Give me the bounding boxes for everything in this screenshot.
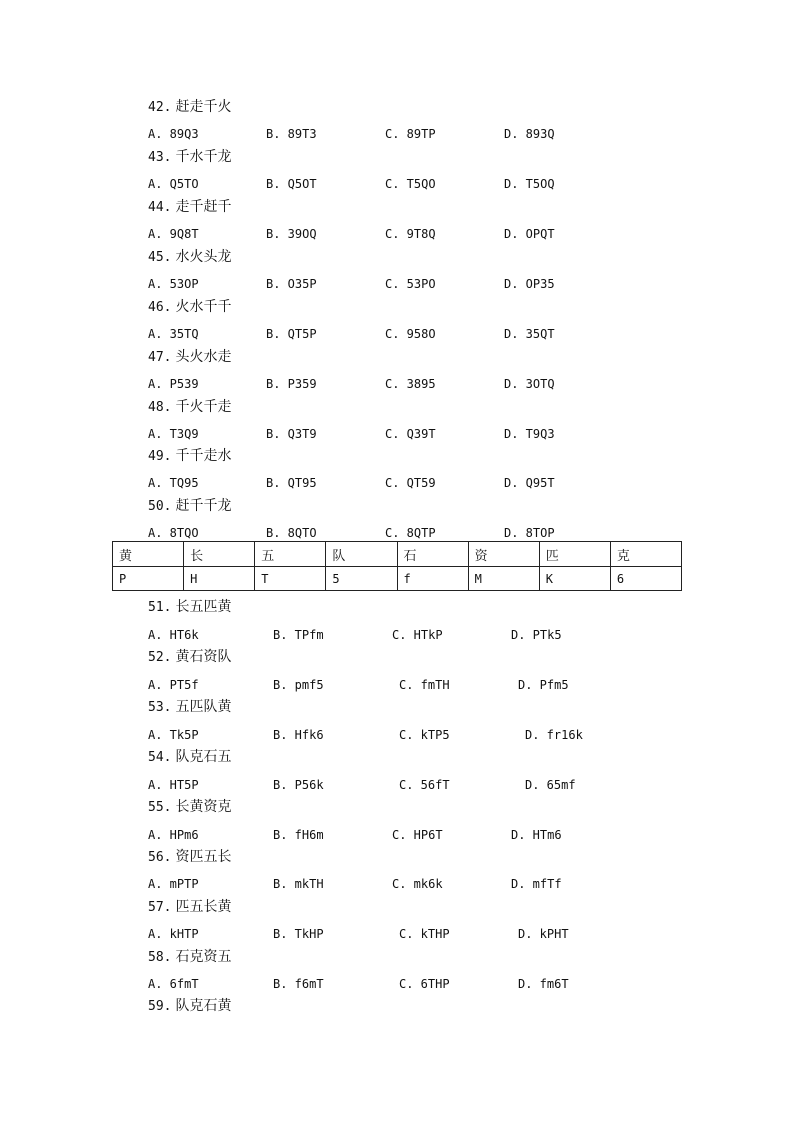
question-stem: 走千赶千 [175,199,232,215]
table-cell: 资 [468,542,539,567]
question-number: 54. [148,750,172,765]
option-a: A. 6fmT [148,977,199,991]
question-number: 55. [148,800,172,815]
option-c: C. kTHP [399,927,450,941]
option-a: A. PT5f [148,678,199,692]
option-d: D. 8TOP [504,526,555,540]
table-cell: H [184,567,255,591]
question-49 [148,448,231,465]
question-stem: 赶走千火 [175,99,232,115]
option-d: D. kPHT [518,927,569,941]
option-d: D. 65mf [525,778,576,792]
question-45 [148,249,231,266]
question-stem: 匹五长黄 [175,899,232,915]
option-d: D. OP35 [504,277,555,291]
question-stem: 千水千龙 [175,149,232,165]
option-a: A. Q5TO [148,177,199,191]
table-cell: 队 [326,542,397,567]
option-a: A. TQ95 [148,476,199,490]
option-a: A. 9Q8T [148,227,199,241]
question-stem: 资匹五长 [175,849,232,865]
question-number: 49. [148,449,172,464]
option-c: C. QT59 [385,476,436,490]
option-a: A. HT6k [148,628,199,642]
option-c: C. 3895 [385,377,436,391]
question-51 [148,599,231,616]
question-stem: 火水千千 [175,299,232,315]
question-number: 50. [148,499,172,514]
option-c: C. 9T8Q [385,227,436,241]
option-b: B. 39OQ [266,227,317,241]
question-56 [148,849,231,866]
question-42 [148,99,231,116]
question-52 [148,649,231,666]
question-stem: 黄石资队 [175,649,232,665]
option-c: C. Q39T [385,427,436,441]
table-cell: 匹 [539,542,610,567]
option-b: B. O35P [266,277,317,291]
question-43 [148,149,231,166]
table-cell: 长 [184,542,255,567]
question-stem: 五匹队黄 [175,699,232,715]
option-c: C. 6THP [399,977,450,991]
question-number: 52. [148,650,172,665]
option-a: A. HT5P [148,778,199,792]
option-b: B. 89T3 [266,127,317,141]
question-number: 43. [148,150,172,165]
option-d: D. OPQT [504,227,555,241]
option-c: C. 56fT [399,778,450,792]
table-cell: f [397,567,468,591]
option-b: B. Q5OT [266,177,317,191]
question-number: 56. [148,850,172,865]
option-b: B. QT5P [266,327,317,341]
table-cell: 5 [326,567,397,591]
question-number: 42. [148,100,172,115]
question-stem: 长黄资克 [175,799,232,815]
option-a: A. T3Q9 [148,427,199,441]
question-number: 59. [148,999,172,1014]
option-d: D. fm6T [518,977,569,991]
option-d: D. fr16k [525,728,583,742]
question-stem: 头火水走 [175,349,232,365]
option-b: B. TPfm [273,628,324,642]
option-d: D. PTk5 [511,628,562,642]
code-table [112,541,682,591]
question-number: 57. [148,900,172,915]
question-number: 44. [148,200,172,215]
option-c: C. 89TP [385,127,436,141]
option-d: D. T5OQ [504,177,555,191]
table-cell: 6 [610,567,681,591]
question-44 [148,199,231,216]
question-46 [148,299,231,316]
option-c: C. HP6T [392,828,443,842]
question-stem: 千千走水 [175,448,232,464]
question-48 [148,399,231,416]
option-b: B. f6mT [273,977,324,991]
question-stem: 千火千走 [175,399,232,415]
option-d: D. 35QT [504,327,555,341]
question-55 [148,799,231,816]
option-d: D. Q95T [504,476,555,490]
option-b: B. Q3T9 [266,427,317,441]
option-a: A. 35TQ [148,327,199,341]
question-59 [148,998,231,1015]
question-number: 53. [148,700,172,715]
question-number: 47. [148,350,172,365]
option-b: B. mkTH [273,877,324,891]
table-cell: 黄 [113,542,184,567]
question-50 [148,498,231,515]
table-cell: 五 [255,542,326,567]
option-a: A. HPm6 [148,828,199,842]
question-57 [148,899,231,916]
option-c: C. 8QTP [385,526,436,540]
option-b: B. 8QTO [266,526,317,540]
table-cell: M [468,567,539,591]
question-58 [148,949,231,966]
option-c: C. mk6k [392,877,443,891]
option-b: B. Hfk6 [273,728,324,742]
question-stem: 赶千千龙 [175,498,232,514]
option-b: B. fH6m [273,828,324,842]
option-c: C. kTP5 [399,728,450,742]
table-row-characters [113,542,682,567]
table-row-codes [113,567,682,591]
option-d: D. HTm6 [511,828,562,842]
question-stem: 水火头龙 [175,249,232,265]
table-cell: P [113,567,184,591]
table-cell: 石 [397,542,468,567]
option-b: B. pmf5 [273,678,324,692]
option-d: D. mfTf [511,877,562,891]
option-d: D. T9Q3 [504,427,555,441]
table-cell: T [255,567,326,591]
question-53 [148,699,231,716]
option-c: C. T5QO [385,177,436,191]
option-b: B. P359 [266,377,317,391]
option-c: C. 958O [385,327,436,341]
question-number: 58. [148,950,172,965]
option-c: C. 53PO [385,277,436,291]
option-a: A. Tk5P [148,728,199,742]
option-d: D. Pfm5 [518,678,569,692]
option-b: B. P56k [273,778,324,792]
question-47 [148,349,231,366]
option-a: A. kHTP [148,927,199,941]
question-number: 48. [148,400,172,415]
question-number: 46. [148,300,172,315]
question-number: 45. [148,250,172,265]
question-54 [148,749,231,766]
option-d: D. 893Q [504,127,555,141]
option-c: C. HTkP [392,628,443,642]
question-stem: 石克资五 [175,949,232,965]
option-a: A. 89Q3 [148,127,199,141]
option-a: A. 8TQO [148,526,199,540]
question-stem: 队克石黄 [175,998,232,1014]
question-number: 51. [148,600,172,615]
question-stem: 长五匹黄 [175,599,232,615]
option-b: B. TkHP [273,927,324,941]
table-cell: 克 [610,542,681,567]
option-b: B. QT95 [266,476,317,490]
table-cell: K [539,567,610,591]
option-c: C. fmTH [399,678,450,692]
question-stem: 队克石五 [175,749,232,765]
option-a: A. 53OP [148,277,199,291]
option-a: A. P539 [148,377,199,391]
option-d: D. 3OTQ [504,377,555,391]
option-a: A. mPTP [148,877,199,891]
